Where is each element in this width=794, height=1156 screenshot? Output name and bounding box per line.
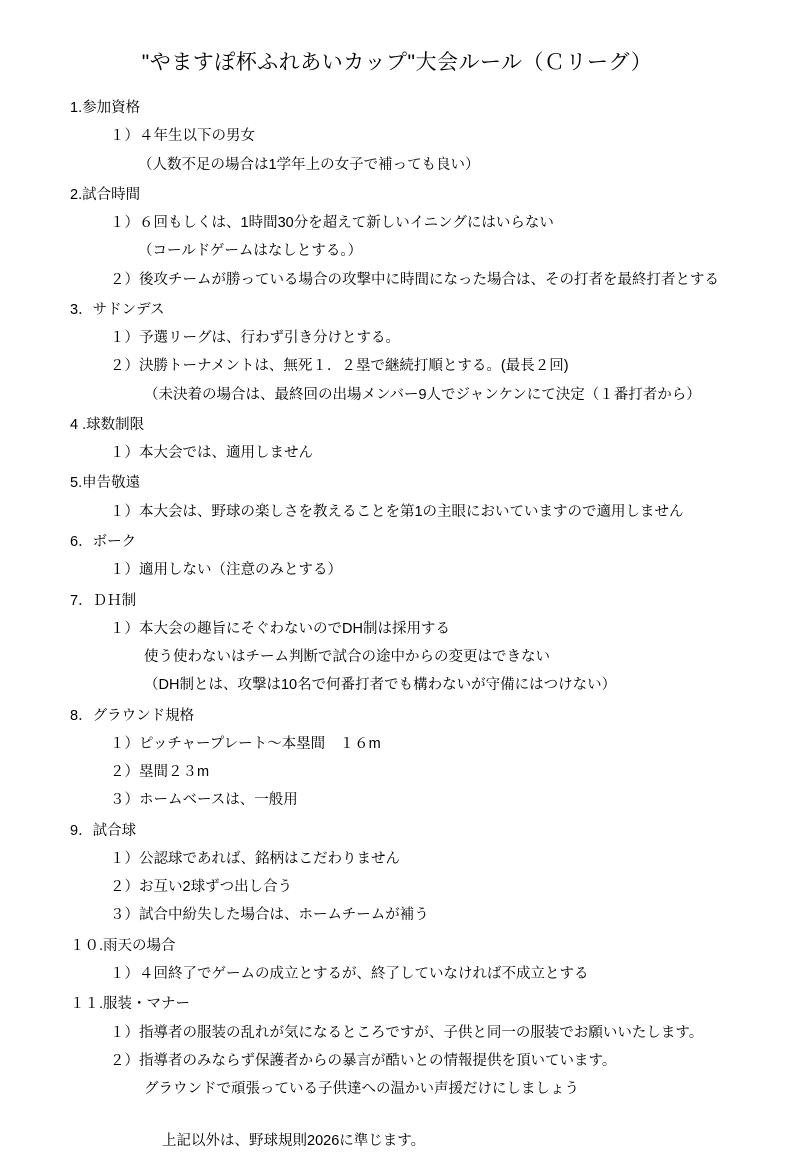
rule-item: １）予選リーグは、行わず引き分けとする。 [110,330,400,347]
rule-section-heading: 9．試合球 [70,822,137,839]
rule-subnote: （人数不足の場合は1学年上の女子で補っても良い） [138,156,480,173]
rule-section-heading: １０.雨天の場合 [70,937,176,954]
rule-item: ３）試合中紛失した場合は、ホームチームが補う [110,907,429,924]
rule-item: １）適用しない（注意のみとする） [110,562,342,579]
rule-item: ３）ホームベースは、一般用 [110,792,298,809]
rule-section-heading: 3．サドンデス [70,301,165,318]
rule-section [42,181,752,294]
rule-section [42,94,752,179]
rule-section [42,469,752,526]
rule-subnote: （未決着の場合は、最終回の出場メンバー9人でジャンケンにて決定（１番打者から） [144,386,701,403]
rule-item: １）本大会は、野球の楽しさを教えることを第1の主眼においていますので適用しません [110,503,684,520]
rule-subnote: グラウンドで頑張っている子供達への温かい声援だけにしましょう [144,1081,579,1098]
rule-section-heading: 6．ボーク [70,533,137,550]
rule-section [42,702,752,815]
rule-item: １）４年生以下の男女 [110,128,255,145]
rule-item: １）指導者の服装の乱れが気になるところですが、子供と同一の服装でお願いいたします。 [110,1024,704,1041]
rule-section-heading: 8．グラウンド規格 [70,707,195,724]
rule-section [42,296,752,409]
rule-section-heading: 1.参加資格 [70,100,141,116]
rule-section-heading: 5.申告敬遠 [70,475,141,492]
rule-item: １）ピッチャープレート～本塁間 １６m [110,735,381,752]
rule-section-heading: 2.試合時間 [70,186,141,203]
rule-item: １）公認球であれば、銘柄はこだわりません [110,850,400,867]
footer-note: 上記以外は、野球規則2026に準じます。 [162,1133,426,1150]
rule-section-heading: 4 .球数制限 [70,416,145,433]
rule-item: ２）決勝トーナメントは、無死１．２塁で継続打順とする。(最長２回) [110,358,569,375]
rule-section [42,587,752,700]
rule-item: １）本大会の趣旨にそぐわないのでDH制は採用する [110,620,450,637]
rule-section-heading: １１.服装・マナー [70,996,191,1013]
rules-list [42,94,752,1103]
rule-section-heading: 7．ＤＨ制 [70,592,137,609]
rule-section [42,411,752,468]
rule-item: ２）後攻チームが勝っている場合の攻撃中に時間になった場合は、その打者を最終打者とする [110,271,719,288]
rule-subnote: 使う使わないはチーム判断で試合の途中からの変更はできない [144,649,550,666]
rule-item: １）本大会では、適用しません [110,445,313,462]
rule-subnote: （DH制とは、攻撃は10名で何番打者でも構わないが守備にはつけない） [144,677,617,694]
rule-item: ２）指導者のみならず保護者からの暴言が酷いとの情報提供を頂いています。 [110,1052,617,1069]
rule-section [42,817,752,930]
rule-item: ２）お互い2球ずつ出し合う [110,879,293,896]
rule-subnote: （コールドゲームはなしとする。） [138,243,363,260]
rule-section [42,528,752,585]
rule-item: ２）塁間２３m [110,764,210,781]
rule-section [42,990,752,1103]
rule-item: １）６回もしくは、1時間30分を超えて新しいイニングにはいらない [110,215,554,232]
page-title: "やますぽ杯ふれあいカップ"大会ルール（Ｃリーグ） [141,51,653,74]
rule-section [42,932,752,989]
rule-item: １）４回終了でゲームの成立とするが、終了していなければ不成立とする [110,965,589,982]
